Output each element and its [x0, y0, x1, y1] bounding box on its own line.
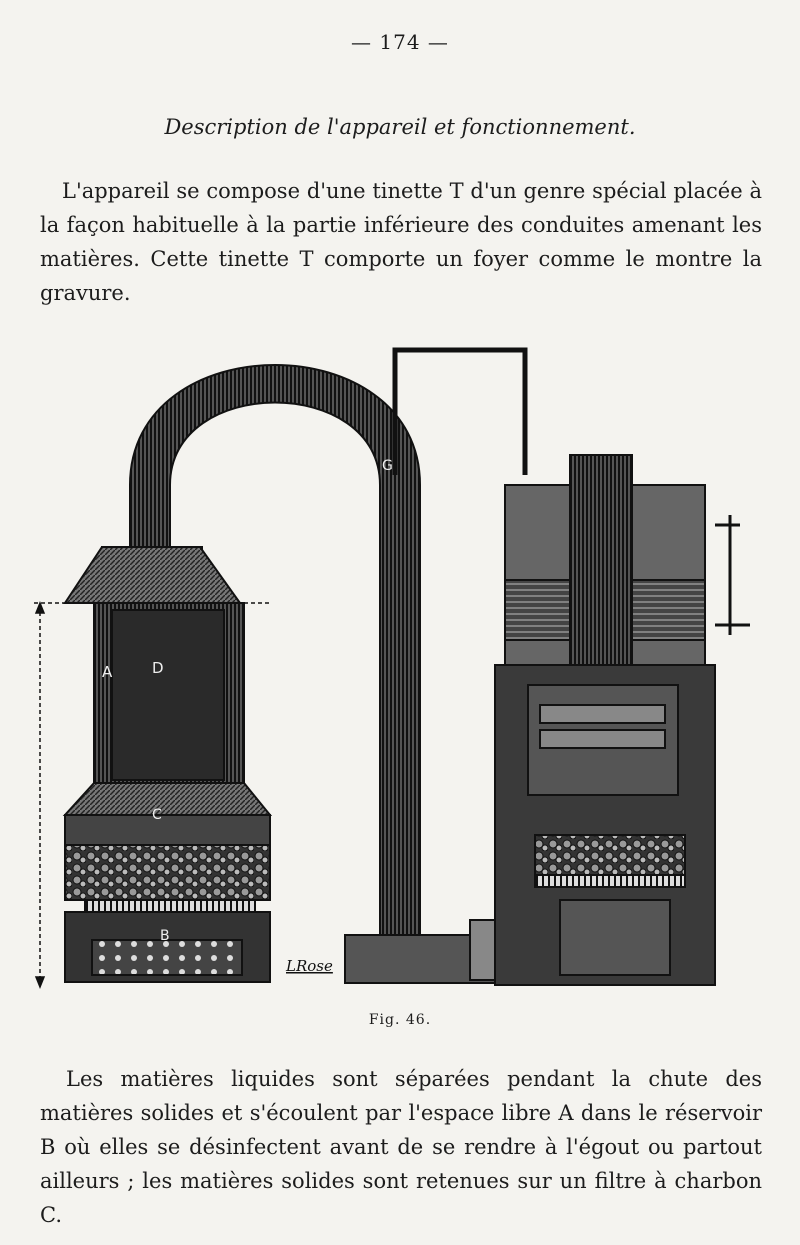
paragraph-description: Les matières liquides sont séparées pendant la chute des matières solides et s'écoulent par l'espace libre A dans le réservoir B où elles se désinfectent avant de se rendre à l'égout ou partout ailleurs ; les matières solides sont retenues sur un filtre à charbon C. [40, 1067, 762, 1227]
engraver-signature: LRose [286, 957, 333, 975]
left-tank [65, 547, 270, 982]
paragraph-intro: L'appareil se compose d'une tinette T d'un genre spécial placée à la façon habituelle à la partie inférieure des conduites amenant les matières. Cette tinette T comporte un foyer comme le montre la gravure. [40, 179, 762, 305]
label-g: G [382, 458, 393, 474]
figure-caption: Fig. 46. [368, 1012, 432, 1028]
right-heater [495, 455, 750, 985]
label-d: D [152, 659, 164, 677]
section-title: Description de l'appareil et fonctionnement. [164, 115, 636, 139]
label-c: C [152, 807, 162, 823]
page-number: — 174 — [351, 30, 449, 54]
label-a: A [102, 663, 113, 681]
label-b: B [160, 928, 170, 944]
apparatus-engraving [30, 335, 775, 995]
